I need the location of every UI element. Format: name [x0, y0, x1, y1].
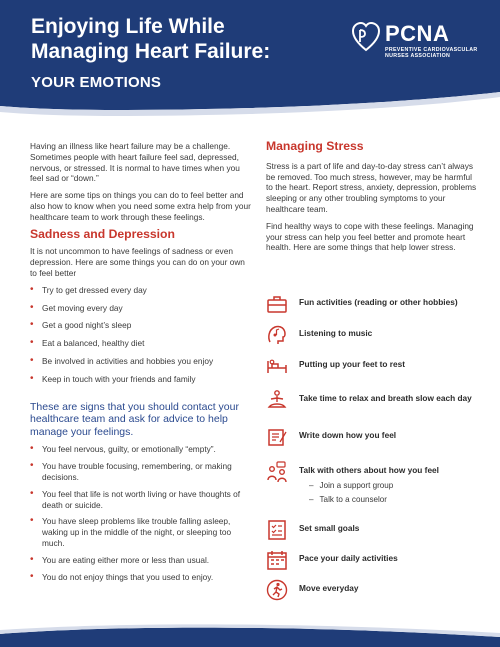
stress-paragraph-1: Stress is a part of life and day-to-day stress can’t always be removed. Too much stress, however, may be harmful to the heart. Report stress, anxiety, depression, problems sleeping or any other troubling symptoms to your healthcare team.	[266, 160, 477, 214]
list-item: • You feel that life is not worth living or have thoughts of death or suicide.	[30, 489, 252, 511]
pcna-logo	[352, 22, 492, 62]
sadness-intro: It is not uncommon to have feelings of sadness or even depression. Here are some things you can do on your own to feel better	[30, 246, 245, 278]
list-item: • Get a good night’s sleep	[30, 320, 252, 331]
sadness-heading: Sadness and Depression	[30, 226, 175, 241]
journal-icon	[266, 426, 288, 448]
list-item: • Eat a balanced, healthy diet	[30, 338, 252, 349]
stress-heading: Managing Stress	[266, 139, 364, 153]
list-item: • You are eating either more or less than usual.	[30, 555, 252, 566]
checklist-icon	[266, 519, 288, 541]
header-banner	[0, 0, 500, 125]
intro-paragraph-1: Having an illness like heart failure may be a challenge. Sometimes people with heart failure feel sad, depressed, nervous, or stressed. It is normal to have times when you feel sad or “down.”	[30, 141, 240, 184]
meditation-icon	[266, 389, 288, 411]
left-column	[30, 141, 252, 588]
list-item: • Get moving every day	[30, 303, 252, 314]
toolbox-icon	[266, 293, 288, 315]
stress-paragraph-2: Find healthy ways to cope with these feelings. Managing your stress can help you feel better and promote heart health. Here are some things that help lower stress.	[266, 220, 474, 253]
list-item: • Try to get dressed every day	[30, 285, 252, 296]
list-item: • Keep in touch with your friends and family	[30, 374, 252, 385]
calendar-icon	[266, 549, 288, 571]
footer-wave	[0, 622, 500, 647]
warning-signs-list	[30, 444, 252, 582]
intro-paragraph-2: Here are some tips on things you can do to feel better and also how to know when you need some extra help from your healthcare team to work through these feelings.	[30, 190, 251, 222]
list-item: • Be involved in activities and hobbies you enjoy	[30, 356, 252, 367]
music-head-icon	[266, 324, 288, 346]
list-item: – Talk to a counselor	[309, 493, 393, 507]
right-column	[266, 141, 481, 259]
list-item: • You do not enjoy things that you used to enjoy.	[30, 572, 252, 583]
pcna-heart-icon	[352, 22, 380, 52]
running-icon	[266, 579, 288, 601]
list-item: • You have trouble focusing, remembering, or making decisions.	[30, 461, 252, 483]
talk-sub-options	[309, 479, 393, 507]
page-subtitle: YOUR EMOTIONS	[31, 74, 162, 91]
list-item: • You feel nervous, guilty, or emotionally “empty”.	[30, 444, 252, 455]
page-title: Enjoying Life While Managing Heart Failure:	[31, 15, 271, 63]
logo-name: PCNA	[385, 21, 450, 46]
people-talking-icon	[266, 461, 288, 483]
sadness-tips-list	[30, 285, 252, 385]
logo-subtitle: PREVENTIVE CARDIOVASCULAR NURSES ASSOCIATION	[385, 47, 478, 59]
recliner-icon	[266, 355, 288, 377]
list-item: – Join a support group	[309, 479, 393, 493]
warning-signs-heading: These are signs that you should contact your healthcare team and ask for advice to help manage your feelings.	[30, 400, 239, 438]
list-item: • You have sleep problems like trouble falling asleep, waking up in the middle of the night, or sleeping too much.	[30, 516, 252, 548]
